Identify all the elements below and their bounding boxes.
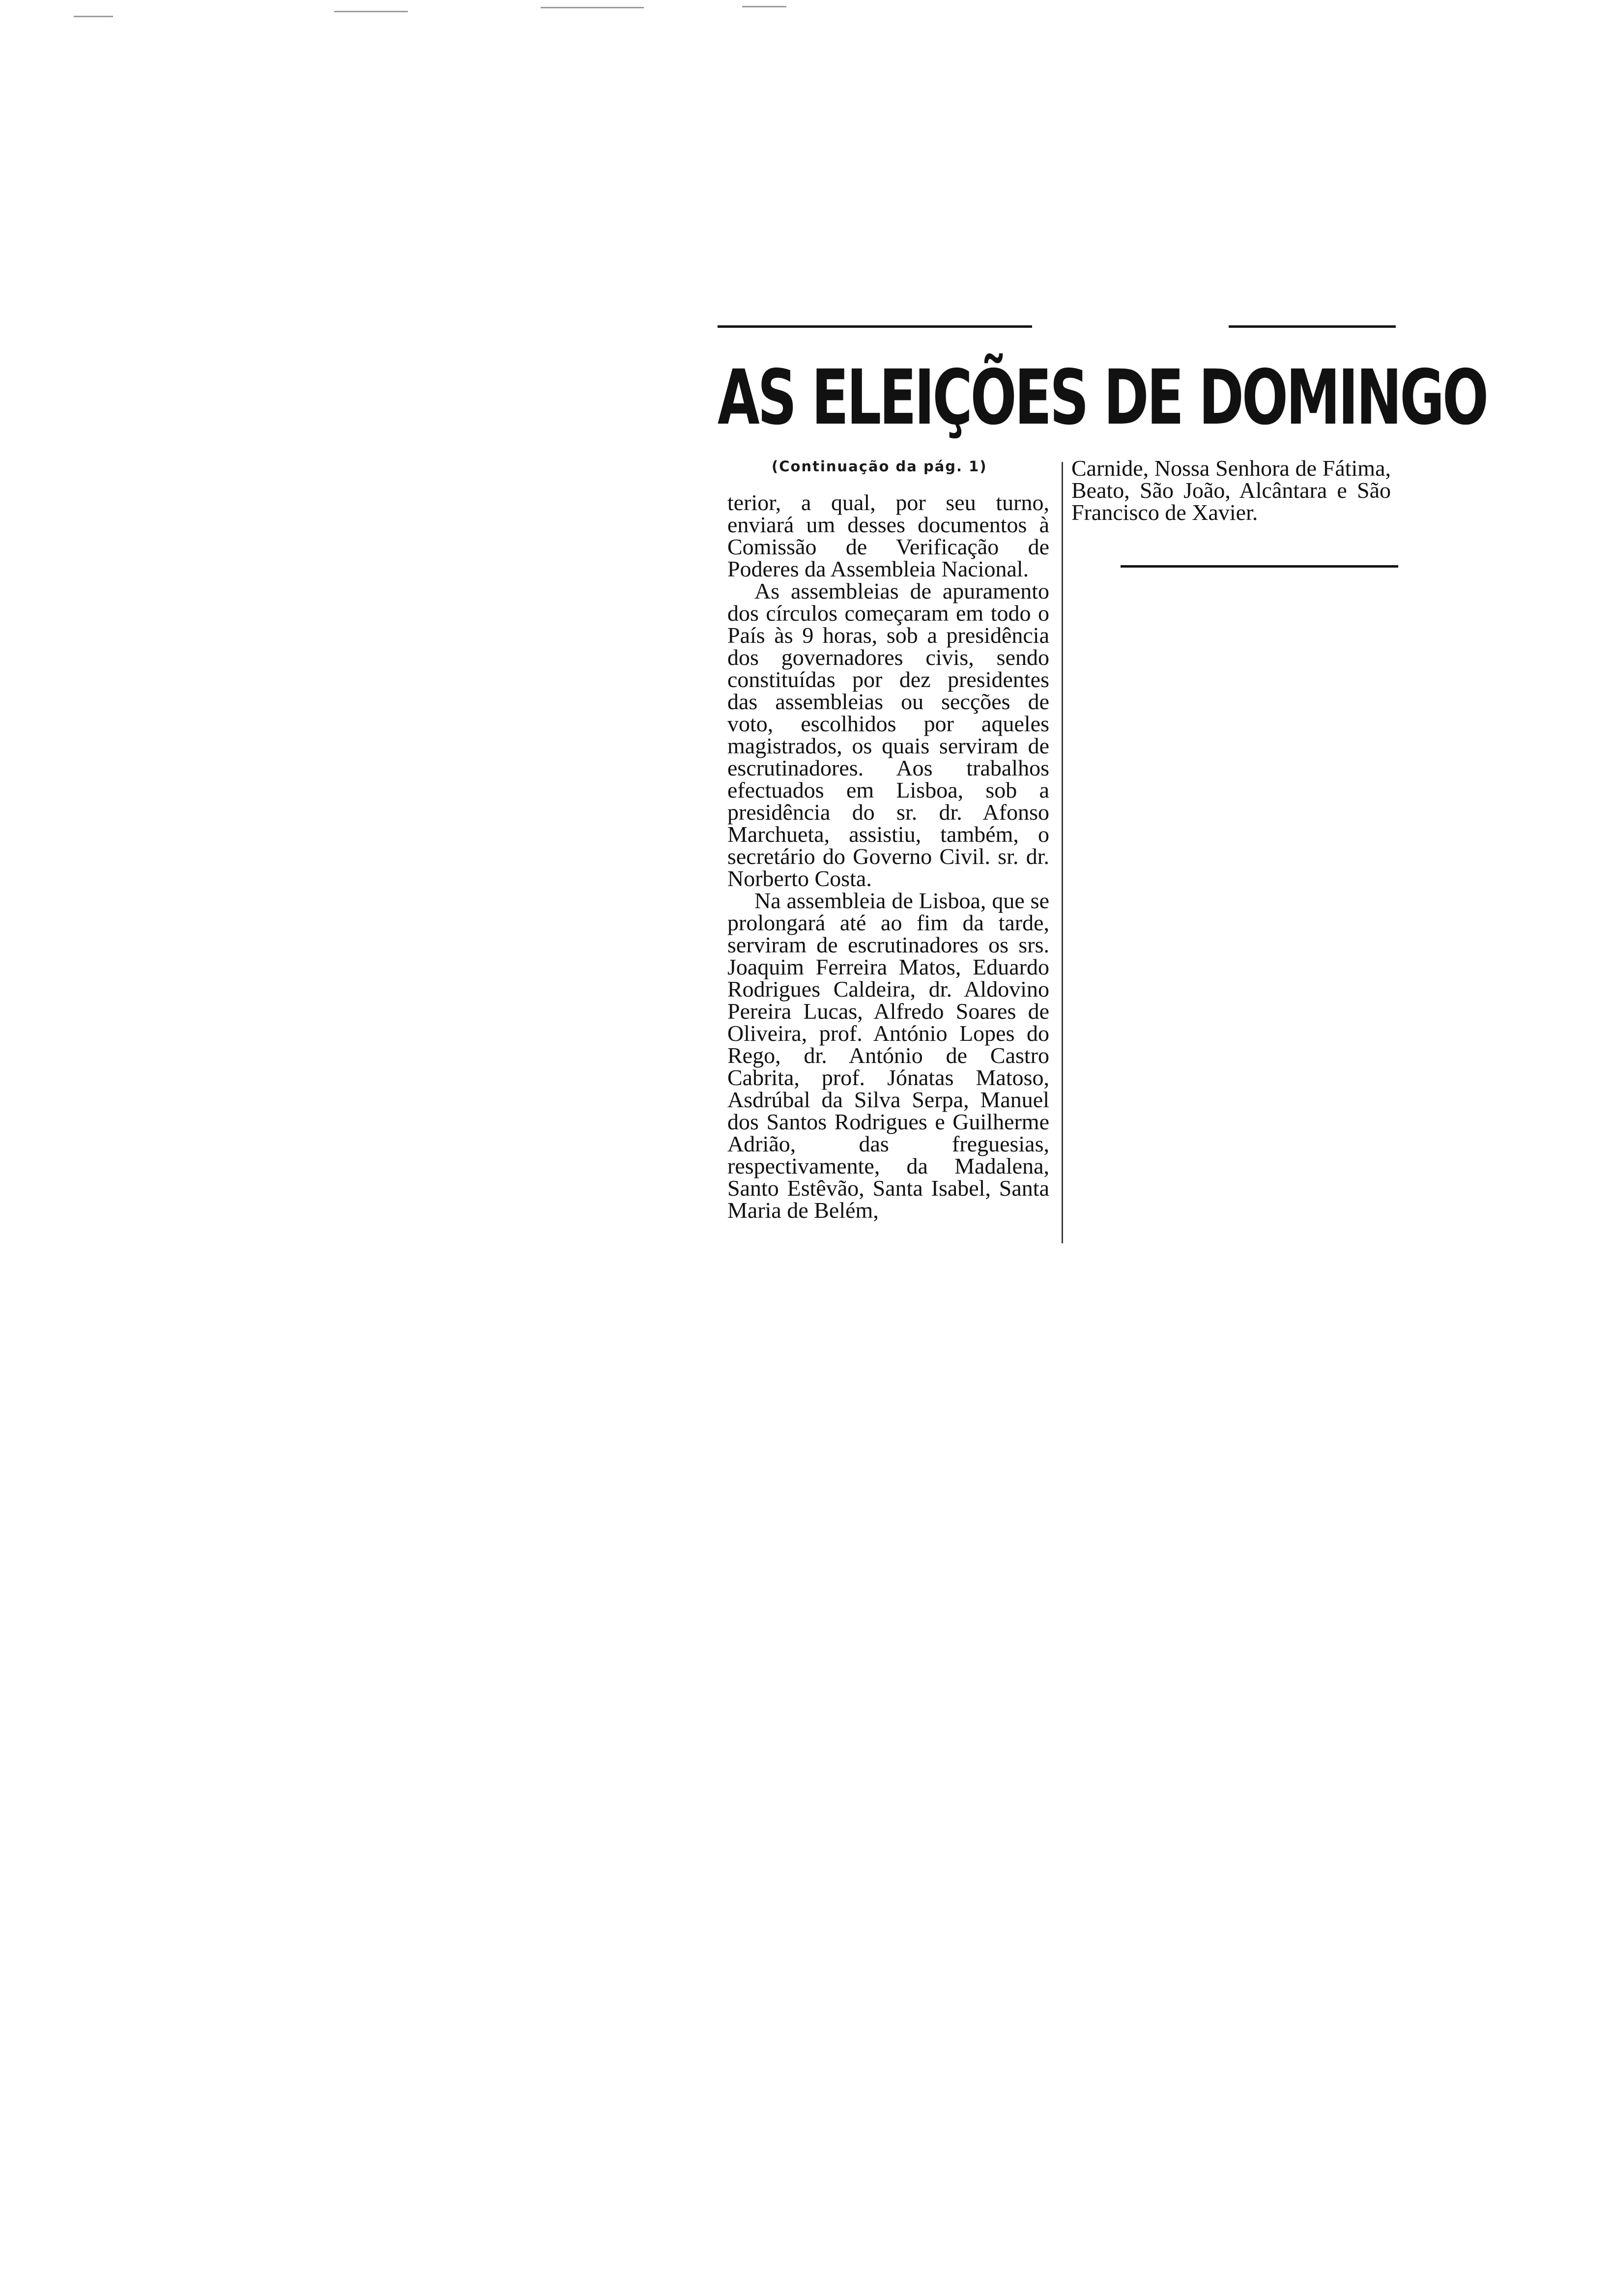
continuation-note: (Continuação da pág. 1) [772, 458, 987, 475]
scan-mark [541, 7, 644, 8]
article-column-right [1071, 457, 1391, 523]
paragraph: Na assembleia de Lisboa, que se prolongará até ao fim da tarde, serviram de escrutinadores os srs. Joaquim Ferreira Matos, Eduardo Rodrigues Caldeira, dr. Aldovino Pereira Lucas, Alfredo Soares de Oliveira, prof. António Lopes do Rego, dr. António de Castro Cabrita, prof. Jónatas Matoso, Asdrúbal da Silva Serpa, Manuel dos Santos Rodrigues e Guilherme Adrião, das freguesias, respectivamente, da Madalena, Santo Estêvão, Santa Isabel, Santa Maria de Belém, [727, 888, 1049, 1223]
column-divider [1062, 462, 1063, 1243]
article-column-left [727, 491, 1049, 1221]
headline-rule-left [718, 325, 1032, 328]
article-headline: AS ELEIÇÕES DE DOMINGO [718, 354, 1487, 442]
scan-mark [74, 16, 113, 17]
scan-mark [742, 6, 786, 7]
newspaper-clipping [718, 315, 1487, 1445]
article-end-rule [1121, 565, 1398, 568]
paragraph: Carnide, Nossa Senhora de Fátima, Beato, São João, Alcântara e São Francisco de Xavier. [1071, 456, 1391, 525]
paragraph: As assembleias de apuramento dos círculos começaram em todo o País às 9 horas, sob a presidência dos governadores civis, sendo constituídas por dez presidentes das assembleias ou secções de voto, escolhidos por aqueles magistrados, os quais serviram de escrutinadores. Aos trabalhos efectuados em Lisboa, sob a presidência do sr. dr. Afonso Marchueta, assistiu, também, o secretário do Governo Civil. sr. dr. Norberto Costa. [727, 578, 1049, 891]
scan-mark [334, 11, 408, 12]
headline-rule-right [1229, 325, 1396, 328]
paragraph: terior, a qual, por seu turno, enviará um desses documentos à Comissão de Verificação de Poderes da Assembleia Nacional. [727, 490, 1049, 581]
